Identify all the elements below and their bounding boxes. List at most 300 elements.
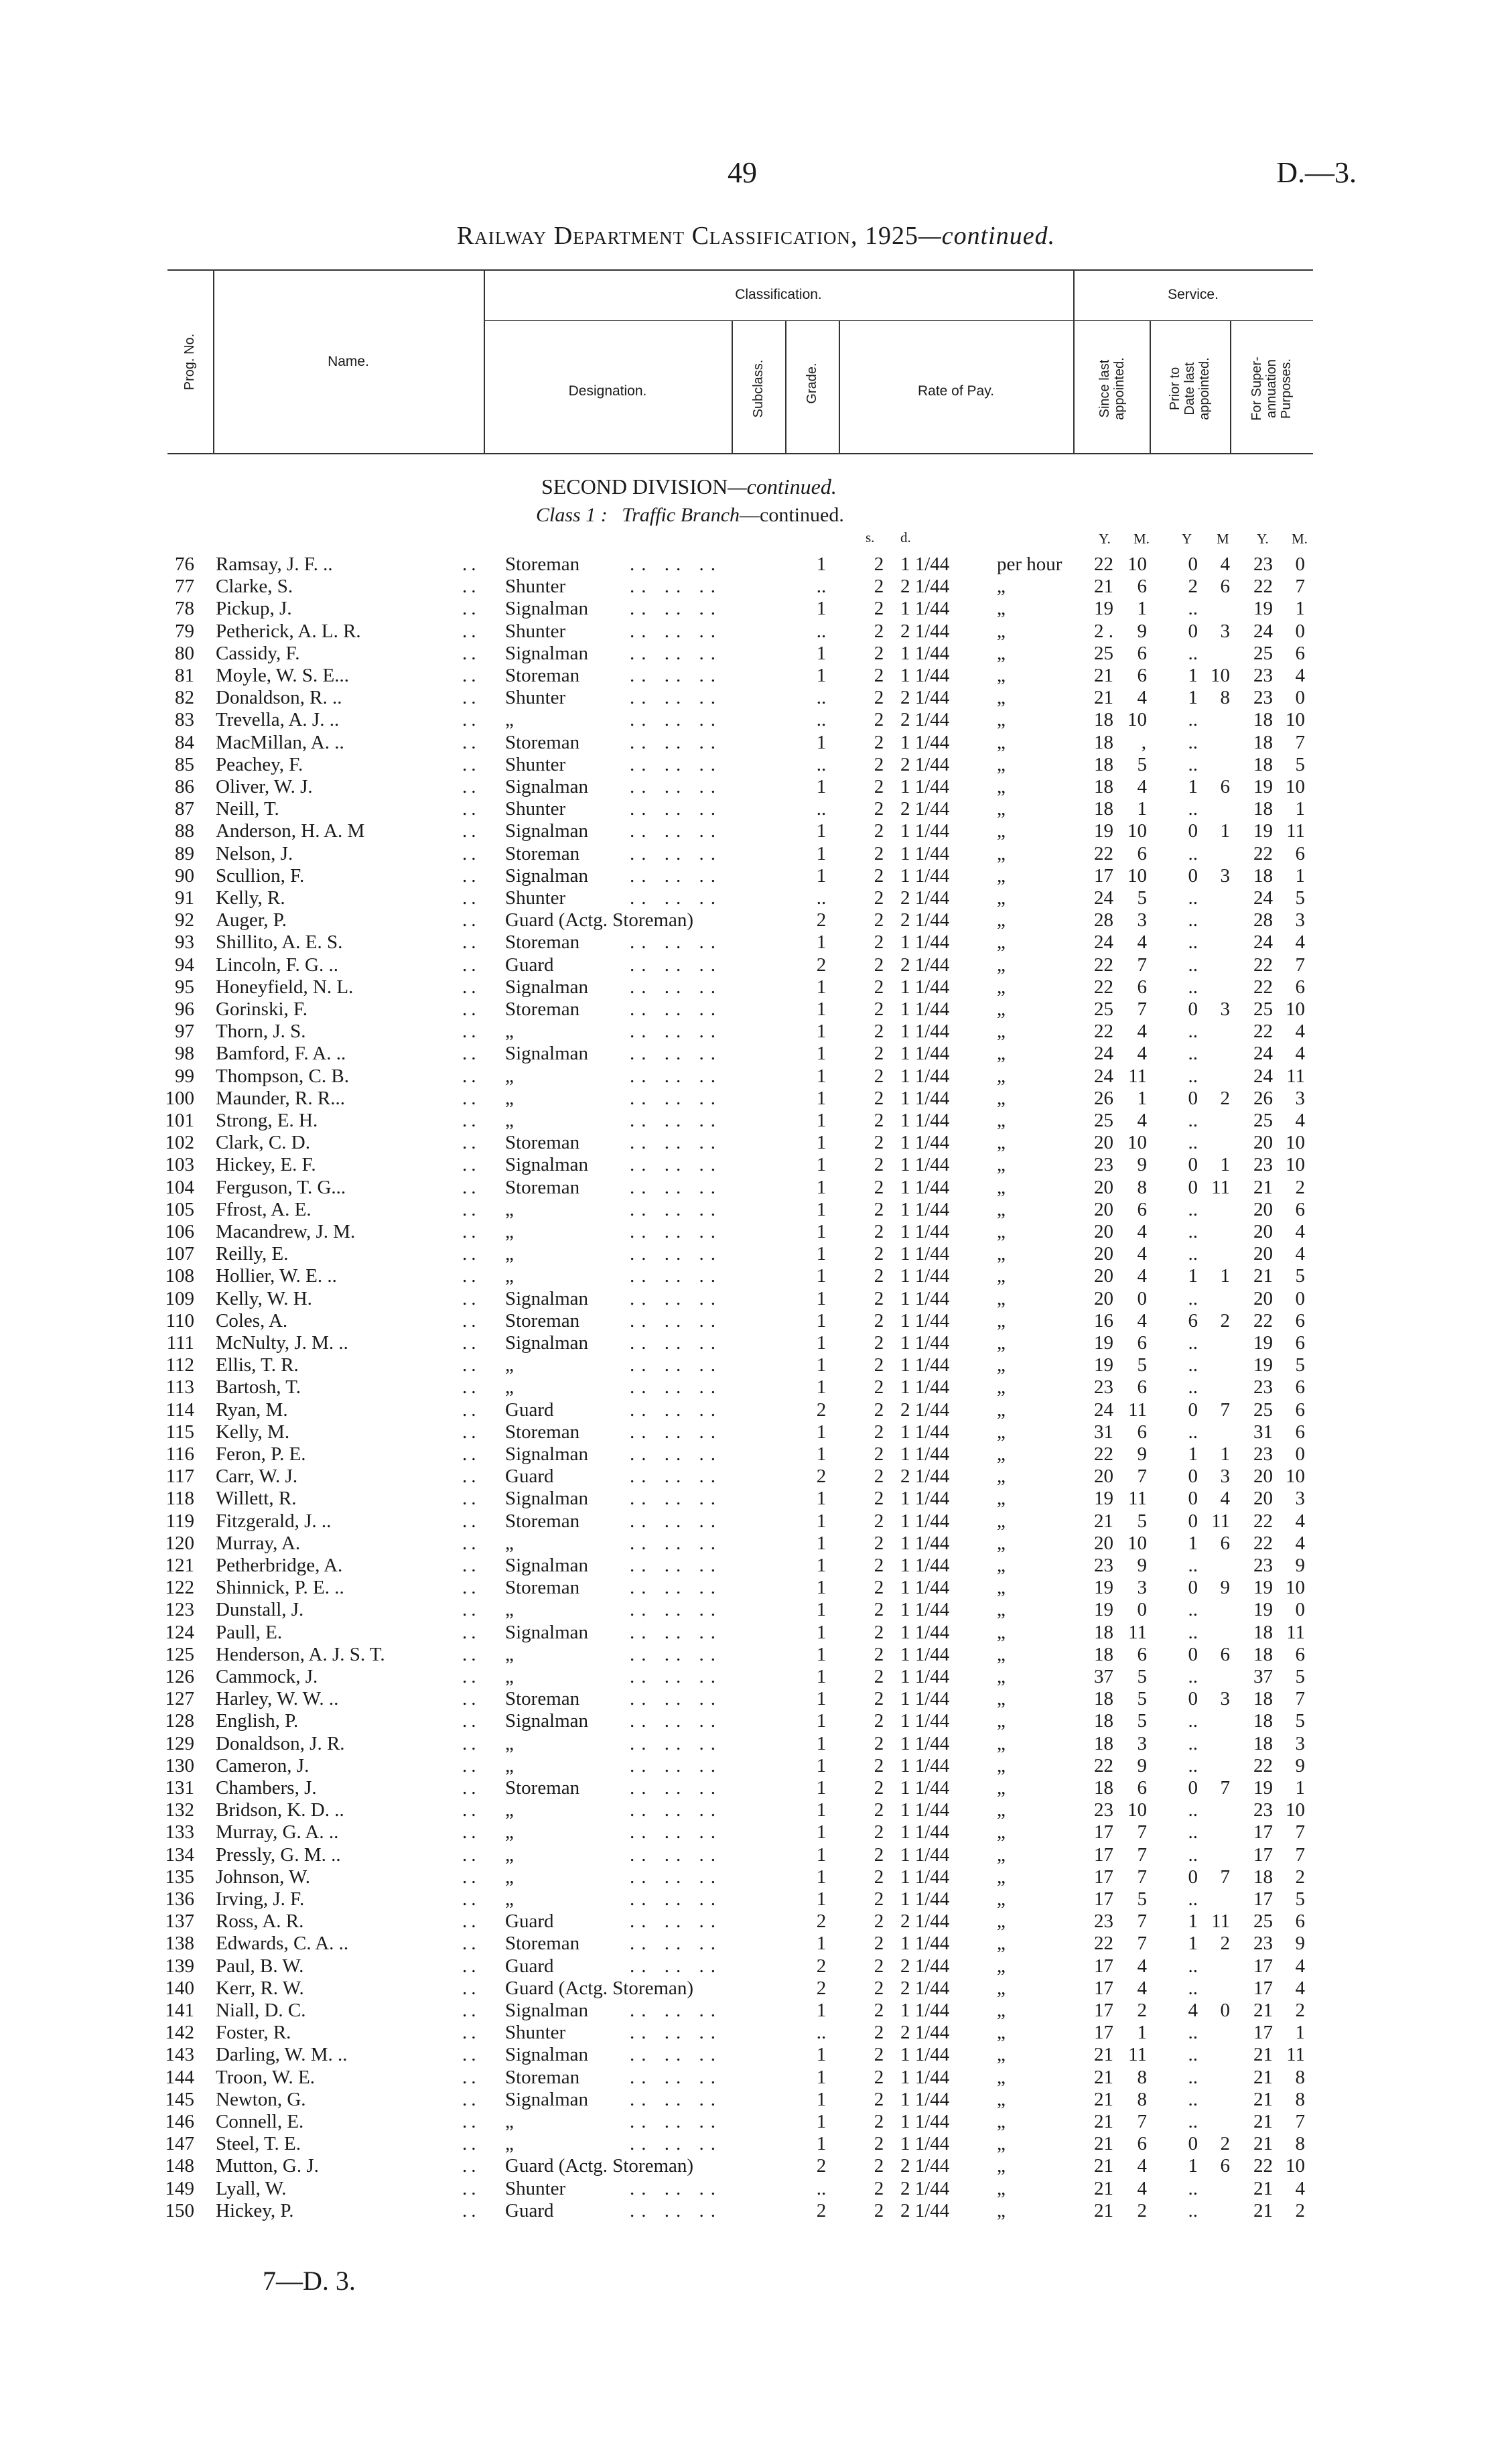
since-years: 18 (1094, 753, 1113, 775)
grade: 2 (874, 2066, 884, 2088)
super-years: 18 (1253, 1732, 1273, 1754)
since-years: 21 (1094, 2155, 1113, 2177)
employee-name: Macandrew, J. M. (216, 1221, 356, 1242)
prog-number: 134 (165, 1843, 194, 1866)
prog-number: 135 (165, 1866, 194, 1888)
prog-number: 121 (165, 1555, 194, 1576)
super-months: 1 (1295, 798, 1305, 820)
designation: Shunter (505, 687, 566, 709)
designation: Signalman (505, 864, 589, 887)
prog-number: 92 (175, 909, 194, 931)
table-row (0, 1199, 1512, 1222)
table-row (0, 1666, 1512, 1689)
header-subclass: Subclass. (751, 359, 766, 418)
prog-number: 122 (165, 1577, 194, 1599)
prior-years: .. (1188, 1977, 1198, 1999)
leader-dots: .. .. .. (630, 2066, 722, 2088)
grade: 2 (874, 798, 884, 820)
grade: 2 (874, 731, 884, 753)
pay-period: „ (997, 1510, 1006, 1532)
subclass: 1 (816, 1376, 827, 1399)
employee-name: Kelly, W. H. (216, 1287, 312, 1309)
grade: 2 (874, 1421, 884, 1443)
prog-number: 118 (165, 1488, 194, 1510)
subclass: .. (816, 753, 827, 775)
grade: 2 (874, 687, 884, 709)
prior-years: .. (1188, 1599, 1198, 1621)
since-years: 18 (1094, 1621, 1113, 1643)
leader-dots: .. .. .. (630, 1866, 722, 1888)
pay-period: „ (997, 620, 1006, 642)
super-years: 31 (1253, 1421, 1273, 1443)
super-years: 20 (1253, 1243, 1273, 1265)
prior-years: .. (1188, 2044, 1198, 2066)
since-years: 21 (1094, 2044, 1113, 2066)
pay-period: „ (997, 576, 1006, 598)
table-row (0, 2089, 1512, 2112)
header-prior-to-date: Prior to Date last appointed. (1168, 357, 1212, 420)
designation: Storeman (505, 1777, 580, 1799)
leader-dots: .. .. .. (630, 1666, 722, 1687)
designation: Shunter (505, 798, 566, 820)
table-row (0, 1466, 1512, 1488)
since-years: 17 (1094, 2022, 1113, 2044)
super-years: 17 (1253, 1821, 1273, 1843)
super-months: 7 (1295, 576, 1305, 598)
leader-dots: .. .. .. (630, 1110, 722, 1131)
since-years: 17 (1094, 1821, 1113, 1843)
prior-months: 1 (1220, 820, 1230, 842)
super-years: 22 (1253, 1021, 1273, 1043)
prior-years: .. (1188, 1221, 1198, 1242)
since-months: 6 (1137, 1332, 1147, 1354)
grade: 2 (874, 998, 884, 1020)
prior-years: .. (1188, 1754, 1198, 1776)
leader-dots: .. .. .. (630, 1488, 722, 1510)
pay-period: „ (997, 2066, 1006, 2088)
since-years: 19 (1094, 1599, 1113, 1621)
table-row (0, 887, 1512, 910)
section-title-main: SECOND DIVISION (541, 474, 728, 499)
leader-dots: .. (462, 1488, 480, 1510)
leader-dots: .. .. .. (630, 2199, 722, 2221)
leader-dots: .. (462, 2133, 480, 2155)
leader-dots: .. .. .. (630, 1754, 722, 1776)
since-months: 4 (1137, 1021, 1147, 1043)
page-title-main: Railway Department Classification, 1925 (456, 222, 918, 250)
prog-number: 146 (165, 2111, 194, 2132)
rate-of-pay: 1 1/44 (900, 1866, 950, 1888)
since-years: 19 (1094, 1488, 1113, 1510)
employee-name: Shinnick, P. E. .. (216, 1577, 344, 1599)
since-years: 18 (1094, 1710, 1113, 1732)
leader-dots: .. (462, 2177, 480, 2199)
table-row (0, 1288, 1512, 1311)
table-row (0, 1733, 1512, 1756)
subclass: 2 (816, 1466, 827, 1488)
super-months: 10 (1286, 1577, 1305, 1599)
designation: „ (505, 1376, 514, 1399)
designation: Signalman (505, 1332, 589, 1354)
employee-name: Hollier, W. E. .. (216, 1265, 337, 1287)
since-months: 6 (1137, 576, 1147, 598)
leader-dots: .. .. .. (630, 709, 722, 731)
super-years: 19 (1253, 1599, 1273, 1621)
prog-number: 115 (165, 1421, 194, 1443)
designation: Guard (505, 2199, 554, 2221)
leader-dots: .. (462, 1243, 480, 1265)
table-row (0, 732, 1512, 755)
since-months: 8 (1137, 2066, 1147, 2088)
rate-of-pay: 2 1/44 (900, 2022, 950, 2044)
leader-dots: .. (462, 909, 480, 931)
rate-of-pay: 1 1/44 (900, 642, 950, 664)
since-months: 5 (1137, 1666, 1147, 1687)
designation: Storeman (505, 1688, 580, 1710)
prior-years: .. (1188, 753, 1198, 775)
super-years: 21 (1253, 2088, 1273, 2110)
prog-number: 149 (165, 2177, 194, 2199)
leader-dots: .. .. .. (630, 1532, 722, 1554)
since-months: 5 (1137, 1688, 1147, 1710)
leader-dots: .. .. .. (630, 1065, 722, 1087)
rate-of-pay: 1 1/44 (900, 1421, 950, 1443)
leader-dots: .. .. .. (630, 1955, 722, 1977)
subclass: 1 (816, 1021, 827, 1043)
pay-period: „ (997, 776, 1006, 797)
prior-years: 1 (1188, 1910, 1198, 1933)
super-months: 4 (1295, 1221, 1305, 1242)
pay-period: „ (997, 2000, 1006, 2021)
leader-dots: .. .. .. (630, 1221, 722, 1242)
since-years: 24 (1094, 887, 1113, 909)
grade: 2 (874, 1821, 884, 1843)
leader-dots: .. (462, 1732, 480, 1754)
since-years: 22 (1094, 1933, 1113, 1955)
super-months: 4 (1295, 1532, 1305, 1554)
designation: Guard (505, 954, 554, 976)
since-months: 7 (1137, 1843, 1147, 1866)
rate-of-pay: 1 1/44 (900, 731, 950, 753)
table-row (0, 1510, 1512, 1533)
prior-months: 3 (1220, 620, 1230, 642)
employee-name: Murray, A. (216, 1532, 301, 1554)
pay-period: „ (997, 753, 1006, 775)
super-years: 24 (1253, 1043, 1273, 1065)
rate-of-pay: 1 1/44 (900, 2000, 950, 2021)
pay-period: „ (997, 1221, 1006, 1242)
super-years: 21 (1253, 2133, 1273, 2155)
since-years: 21 (1094, 576, 1113, 598)
super-years: 20 (1253, 1488, 1273, 1510)
prior-years: .. (1188, 1666, 1198, 1687)
leader-dots: .. (462, 1754, 480, 1776)
since-months: 10 (1127, 1799, 1147, 1821)
leader-dots: .. .. .. (630, 1399, 722, 1421)
leader-dots: .. .. .. (630, 1821, 722, 1843)
since-months: 4 (1137, 2155, 1147, 2177)
super-years: 21 (1253, 1176, 1273, 1198)
rate-of-pay: 1 1/44 (900, 1777, 950, 1799)
class-title (536, 504, 844, 527)
since-months: 6 (1137, 976, 1147, 998)
prog-number: 128 (165, 1710, 194, 1732)
since-months: 4 (1137, 1309, 1147, 1332)
super-months: 2 (1295, 2000, 1305, 2021)
super-years: 19 (1253, 1777, 1273, 1799)
leader-dots: .. (462, 753, 480, 775)
super-months: 0 (1295, 687, 1305, 709)
employee-name: Petherbridge, A. (216, 1555, 343, 1576)
prog-number: 106 (165, 1221, 194, 1242)
rate-of-pay: 2 1/44 (900, 1466, 950, 1488)
grade: 2 (874, 1777, 884, 1799)
super-years: 20 (1253, 1466, 1273, 1488)
since-years: 18 (1094, 1643, 1113, 1665)
rate-of-pay: 1 1/44 (900, 976, 950, 998)
pay-period: per hour (997, 554, 1062, 575)
prior-months: 10 (1211, 665, 1230, 686)
header-name: Name. (328, 354, 369, 369)
since-years: 17 (1094, 1866, 1113, 1888)
super-months: 5 (1295, 1354, 1305, 1376)
unit-years-since: Y. (1099, 531, 1111, 547)
grade: 2 (874, 1866, 884, 1888)
header-classification: Classification. (735, 287, 822, 302)
rate-of-pay: 1 1/44 (900, 1443, 950, 1465)
super-years: 18 (1253, 753, 1273, 775)
leader-dots: .. (462, 1399, 480, 1421)
since-years: 21 (1094, 1510, 1113, 1532)
employee-name: Thorn, J. S. (216, 1021, 306, 1043)
since-months: 4 (1137, 931, 1147, 954)
super-months: 4 (1295, 1110, 1305, 1131)
table-row (0, 754, 1512, 777)
prog-number: 81 (175, 665, 194, 686)
table-row (0, 1088, 1512, 1110)
pay-period: „ (997, 1643, 1006, 1665)
grade: 2 (874, 665, 884, 686)
pay-period: „ (997, 2022, 1006, 2044)
pay-period: „ (997, 1732, 1006, 1754)
leader-dots: .. (462, 576, 480, 598)
since-years: 20 (1094, 1532, 1113, 1554)
prior-years: .. (1188, 1198, 1198, 1220)
employee-name: Lincoln, F. G. .. (216, 954, 338, 976)
pay-period: „ (997, 1866, 1006, 1888)
super-years: 23 (1253, 687, 1273, 709)
designation: Storeman (505, 1577, 580, 1599)
table-row (0, 576, 1512, 598)
prior-years: .. (1188, 709, 1198, 731)
pay-period: „ (997, 1710, 1006, 1732)
pay-period: „ (997, 642, 1006, 664)
branch-label: Traffic Branch (622, 504, 740, 526)
prog-number: 94 (175, 954, 194, 976)
table-row (0, 598, 1512, 621)
super-years: 18 (1253, 1866, 1273, 1888)
pay-period: „ (997, 1488, 1006, 1510)
unit-months-prior: M (1217, 531, 1229, 547)
leader-dots: .. .. .. (630, 2133, 722, 2155)
rate-of-pay: 1 1/44 (900, 931, 950, 954)
rate-of-pay: 2 1/44 (900, 2177, 950, 2199)
subclass: 1 (816, 820, 827, 842)
leader-dots: .. .. .. (630, 976, 722, 998)
prior-years: 0 (1188, 1866, 1198, 1888)
designation: „ (505, 1221, 514, 1242)
subclass: 1 (816, 1510, 827, 1532)
grade: 2 (874, 1354, 884, 1376)
prog-number: 87 (175, 798, 194, 820)
since-years: 25 (1094, 1110, 1113, 1131)
since-years: 20 (1094, 1176, 1113, 1198)
rate-of-pay: 1 1/44 (900, 1599, 950, 1621)
since-years: 22 (1094, 976, 1113, 998)
since-months: 8 (1137, 2088, 1147, 2110)
since-months: 11 (1128, 1065, 1147, 1087)
subclass: 1 (816, 1265, 827, 1287)
super-years: 24 (1253, 931, 1273, 954)
since-months: 10 (1127, 1132, 1147, 1154)
prior-months: 2 (1220, 1933, 1230, 1955)
super-months: 11 (1286, 1065, 1305, 1087)
since-years: 21 (1094, 2111, 1113, 2132)
prog-number: 80 (175, 642, 194, 664)
designation: Storeman (505, 1421, 580, 1443)
since-months: 4 (1137, 1043, 1147, 1065)
designation: Storeman (505, 998, 580, 1020)
since-years: 21 (1094, 2177, 1113, 2199)
since-months: 9 (1137, 1154, 1147, 1176)
pay-period: „ (997, 954, 1006, 976)
employee-name: Clark, C. D. (216, 1132, 310, 1154)
designation: „ (505, 1243, 514, 1265)
prog-number: 84 (175, 731, 194, 753)
subclass: 2 (816, 2199, 827, 2221)
since-months: 5 (1137, 887, 1147, 909)
pay-period: „ (997, 864, 1006, 887)
table-row (0, 998, 1512, 1021)
designation: „ (505, 1532, 514, 1554)
prog-number: 76 (175, 554, 194, 575)
header-since-last-appointed: Since last appointed. (1097, 357, 1127, 420)
grade: 2 (874, 2155, 884, 2177)
prior-months: 3 (1220, 1466, 1230, 1488)
prog-number: 103 (165, 1154, 194, 1176)
since-months: 6 (1137, 2133, 1147, 2155)
employee-name: Steel, T. E. (216, 2133, 301, 2155)
grade: 2 (874, 1021, 884, 1043)
super-months: 7 (1295, 1688, 1305, 1710)
prior-years: 1 (1188, 687, 1198, 709)
designation: Signalman (505, 642, 589, 664)
subclass: 1 (816, 1821, 827, 1843)
since-years: 18 (1094, 1732, 1113, 1754)
designation: Storeman (505, 665, 580, 686)
since-years: 19 (1094, 1354, 1113, 1376)
subclass: 1 (816, 2000, 827, 2021)
grade: 2 (874, 1332, 884, 1354)
designation: Guard (Actg. Storeman) (505, 1977, 694, 1999)
super-months: 6 (1295, 842, 1305, 864)
leader-dots: .. .. .. (630, 731, 722, 753)
designation: Signalman (505, 1287, 589, 1309)
prior-years: .. (1188, 1421, 1198, 1443)
designation: Signalman (505, 1443, 589, 1465)
prog-number: 124 (165, 1621, 194, 1643)
grade: 2 (874, 2177, 884, 2199)
employee-name: Feron, P. E. (216, 1443, 306, 1465)
prior-months: 1 (1220, 1443, 1230, 1465)
pay-period: „ (997, 2133, 1006, 2155)
prog-number: 114 (165, 1399, 194, 1421)
prog-number: 130 (165, 1754, 194, 1776)
table-row (0, 1065, 1512, 1088)
since-years: 22 (1094, 1443, 1113, 1465)
pay-period: „ (997, 2177, 1006, 2199)
prog-number: 93 (175, 931, 194, 954)
prior-years: .. (1188, 731, 1198, 753)
grade: 2 (874, 1376, 884, 1399)
prior-years: 0 (1188, 998, 1198, 1020)
grade: 2 (874, 1287, 884, 1309)
leader-dots: .. (462, 1421, 480, 1443)
prior-years: .. (1188, 1354, 1198, 1376)
pay-period: „ (997, 1354, 1006, 1376)
designation: „ (505, 2111, 514, 2132)
since-years: 20 (1094, 1466, 1113, 1488)
employee-name: Fitzgerald, J. .. (216, 1510, 332, 1532)
pay-period: „ (997, 2044, 1006, 2066)
super-months: 10 (1286, 2155, 1305, 2177)
prog-number: 150 (165, 2199, 194, 2221)
rate-of-pay: 1 1/44 (900, 1243, 950, 1265)
super-years: 22 (1253, 954, 1273, 976)
prior-years: 1 (1188, 1265, 1198, 1287)
since-years: 23 (1094, 1799, 1113, 1821)
rate-of-pay: 1 1/44 (900, 1621, 950, 1643)
subclass: 1 (816, 1933, 827, 1955)
employee-name: Newton, G. (216, 2088, 306, 2110)
since-years: 21 (1094, 2066, 1113, 2088)
employee-name: English, P. (216, 1710, 299, 1732)
subclass: 1 (816, 931, 827, 954)
prior-years: .. (1188, 1821, 1198, 1843)
designation: Signalman (505, 1621, 589, 1643)
table-row (0, 1421, 1512, 1444)
prog-number: 82 (175, 687, 194, 709)
super-months: 7 (1295, 2111, 1305, 2132)
leader-dots: .. .. .. (630, 1777, 722, 1799)
grade: 2 (874, 1599, 884, 1621)
table-row (0, 2178, 1512, 2201)
leader-dots: .. (462, 820, 480, 842)
leader-dots: .. .. .. (630, 753, 722, 775)
table-row (0, 1933, 1512, 1955)
table-row (0, 687, 1512, 710)
subclass: 1 (816, 2111, 827, 2132)
leader-dots: .. (462, 2022, 480, 2044)
super-months: 8 (1295, 2088, 1305, 2110)
table-row (0, 1599, 1512, 1622)
prog-number: 98 (175, 1043, 194, 1065)
grade: 2 (874, 620, 884, 642)
designation: Shunter (505, 753, 566, 775)
subclass: 1 (816, 1799, 827, 1821)
employee-name: Petherick, A. L. R. (216, 620, 361, 642)
prior-months: 11 (1211, 1176, 1230, 1198)
